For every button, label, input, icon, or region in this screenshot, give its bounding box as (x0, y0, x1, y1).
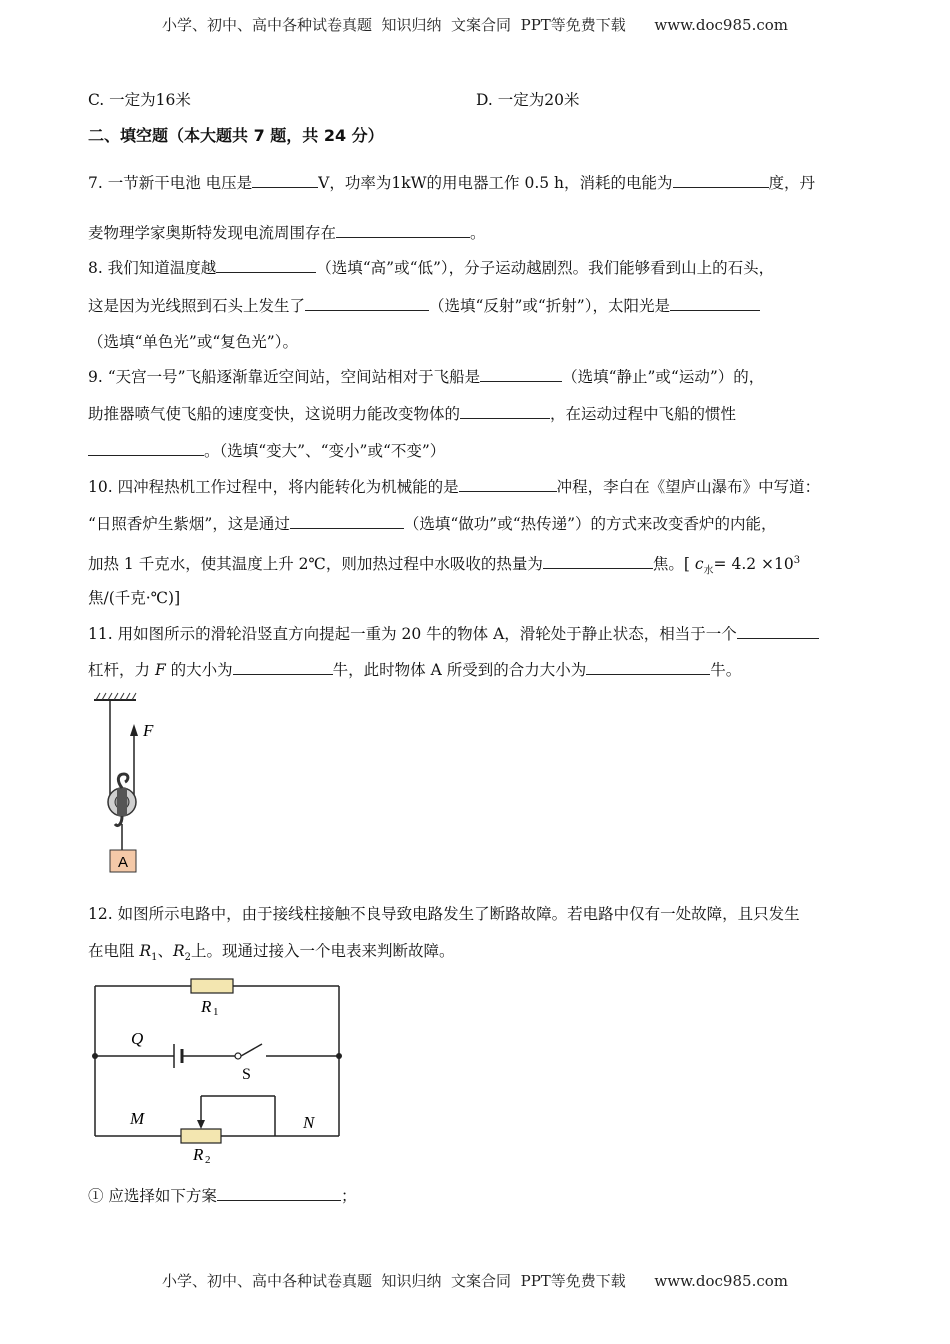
label-r2-sub: 2 (205, 1154, 211, 1166)
blank[interactable] (233, 660, 333, 675)
blank[interactable] (673, 173, 769, 188)
page-header: 小学、初中、高中各种试卷真题 知识归纳 文案合同 PPT等免费下载 www.doc985.com (161, 16, 788, 34)
question-12-part-1: ① 应选择如下方案 ； (88, 1187, 357, 1205)
label-s: S (242, 1066, 251, 1083)
question-10-line-1: 10. 四冲程热机工作过程中，将内能转化为机械能的是 冲程，李白在《望庐山瀑布》中写道： (88, 478, 821, 496)
question-10-line-3: 加热 1 千克水，使其温度上升 2℃，则加热过程中水吸收的热量为 焦。[ $c_水= 4.2 \times 10^3$ (88, 555, 801, 577)
blank[interactable] (290, 514, 404, 529)
question-8-line-3: （选填“单色光”或“复色光”）。 (88, 333, 298, 351)
page-footer: 小学、初中、高中各种试卷真题 知识归纳 文案合同 PPT等免费下载 www.doc985.com (161, 1272, 788, 1290)
label-m: M (130, 1109, 145, 1128)
blank[interactable] (670, 296, 760, 311)
blank[interactable] (480, 367, 562, 382)
label-r2: R (193, 1145, 204, 1164)
blank[interactable] (336, 223, 470, 238)
question-7-line-1: 7. 一节新干电池 电压是 V，功率为1kW的用电器工作 0.5 h，消耗的电能为 度，丹 (88, 174, 816, 192)
blank[interactable] (252, 173, 318, 188)
blank[interactable] (543, 554, 653, 569)
option-c: C. 一定为16米 (88, 91, 191, 109)
question-11-line-1: 11. 用如图所示的滑轮沿竖直方向提起一重为 20 牛的物体 A，滑轮处于静止状态，相当于一个 (88, 624, 819, 644)
force-label: F (143, 721, 154, 740)
blank[interactable] (460, 404, 550, 419)
question-11-line-2: 杠杆，力 F 的大小为 牛，此时物体 A 所受到的合力大小为 牛。 (88, 661, 742, 679)
question-12-line-2: 在电阻 $R_1$、$R_2$上。现通过接入一个电表来判断故障。 (88, 942, 455, 964)
question-9-line-2: 助推器喷气使飞船的速度变快，这说明力能改变物体的 ，在运动过程中飞船的惯性 (88, 405, 737, 423)
question-7-line-2: 麦物理学家奥斯特发现电流周围存在 。 (88, 224, 486, 242)
question-9-line-1: 9. “天宫一号”飞船逐渐靠近空间站，空间站相对于飞船是 （选填“静止”或“运动”）的， (88, 368, 765, 386)
blank[interactable] (216, 258, 316, 273)
option-d: D. 一定为20米 (476, 91, 580, 109)
blank[interactable] (217, 1186, 341, 1201)
label-r1: R (201, 997, 212, 1016)
section-title: 二、填空题（本大题共 7 题，共 24 分） (88, 126, 384, 145)
blank[interactable] (586, 660, 710, 675)
question-10-line-2: “日照香炉生紫烟”，这是通过 （选填“做功”或“热传递”）的方式来改变香炉的内能， (88, 515, 777, 533)
pulley-figure (88, 690, 168, 880)
blank[interactable] (88, 441, 204, 456)
label-r1-sub: 1 (213, 1006, 219, 1018)
question-8-line-1: 8. 我们知道温度越 （选填“高”或“低”），分子运动越剧烈。我们能够看到山上的石头， (88, 259, 775, 277)
blank[interactable] (305, 296, 429, 311)
resistor-r1 (191, 979, 233, 993)
block-label: A (117, 854, 129, 871)
blank[interactable] (737, 624, 819, 639)
blank[interactable] (459, 477, 557, 492)
question-8-line-2: 这是因为光线照到石头上发生了 （选填“反射”或“折射”），太阳光是 (88, 296, 760, 316)
question-10-line-4: 焦/(千克·℃)] (88, 589, 181, 607)
question-12-line-1: 12. 如图所示电路中，由于接线柱接触不良导致电路发生了断路故障。若电路中仅有一处故障，且只发生 (88, 905, 800, 923)
label-q: Q (131, 1029, 144, 1048)
label-n: N (303, 1113, 315, 1132)
resistor-r2 (181, 1129, 221, 1143)
question-9-line-3: 。（选填“变大”、“变小”或“不变”） (88, 441, 445, 461)
circuit-figure (88, 972, 358, 1172)
